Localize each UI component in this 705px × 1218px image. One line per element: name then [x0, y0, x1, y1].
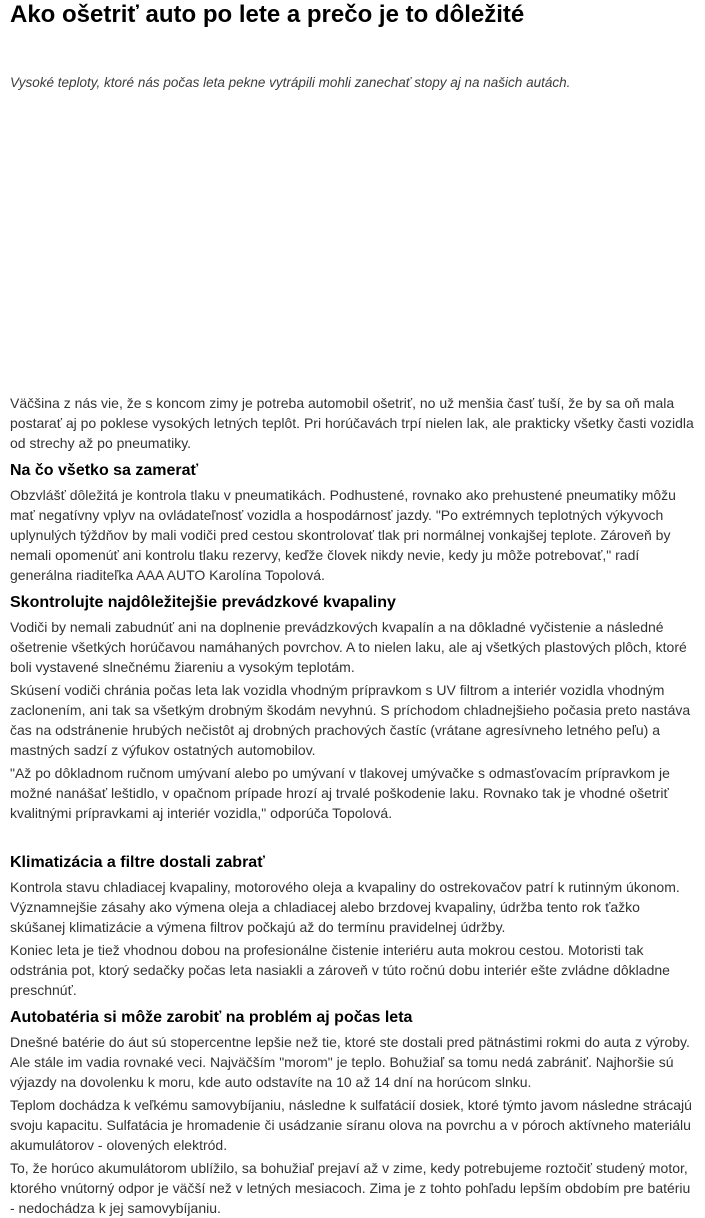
article-image-placeholder: [10, 91, 695, 393]
section-heading-ac-and-filters: Klimatizácia a filtre dostali zabrať: [10, 854, 265, 871]
article-lead: Vysoké teploty, ktoré nás počas leta pekne vytrápili mohli zanechať stopy aj na našich autách.: [10, 75, 571, 90]
paragraph: "Až po dôkladnom ručnom umývaní alebo po umývaní v tlakovej umývačke s odmasťovacím prípravkom je možné nanášať leštidlo, v opačnom prípade hrozí aj trvalé poškodenie laku. Rovnako tak je vhodné ošetriť kvalitnými prípravkami aj interiér vozidla," odporúča Topolová.: [10, 765, 670, 821]
paragraph: Vodiči by nemali zabudnúť ani na doplnenie prevádzkových kvapalín a na dôkladné vyčistenie a následné ošetrenie všetkých horúčavou namáhaných povrchov. A to nielen laku, ale aj všetkých plastových plôch, ktoré boli vystavené slnečnému žiareniu a vysokým teplotám.: [10, 619, 687, 675]
intro-paragraph: Väčšina z nás vie, že s koncom zimy je potreba automobil ošetriť, no už menšia časť tuší, že by sa oň mala postarať aj po poklese vysokých letných teplôt. Pri horúčavách trpí nielen lak, ale prakticky všetky časti vozidla od strechy až po pneumatiky.: [10, 395, 694, 451]
paragraph: Skúsení vodiči chránia počas leta lak vozidla vhodným prípravkom s UV filtrom a interiér vozidla vhodným zaclonením, ani tak sa všetkým drobným škodám nevyhnú. S príchodom chladnejšieho počasia preto nastáva čas na odstránenie hrubých nečistôt aj drobných prachových častíc (vrátane agresívneho letného peľu) a mastných sadzí z výfukov ostatných automobilov.: [10, 682, 691, 758]
section-heading-check-fluids: Skontrolujte najdôležitejšie prevádzkové kvapaliny: [10, 594, 396, 611]
section-heading-car-battery: Autobatéria si môže zarobiť na problém aj počas leta: [10, 1009, 413, 1026]
paragraph: To, že horúco akumulátorom ublížilo, sa bohužiaľ prejaví až v zime, kedy potrebujeme roztočiť studený motor, ktorého vnútorný odpor je väčší než v letných mesiacoch. Zima je z tohto pohľadu lepším obdobím pre batériu - nedochádza k jej samovybíjaniu.: [10, 1160, 691, 1216]
section-heading-what-to-focus-on: Na čo všetko sa zamerať: [10, 462, 199, 479]
paragraph: Dnešné batérie do áut sú stopercentne lepšie než tie, ktoré ste dostali pred pätnástimi rokmi do auta z výroby. Ale stále im vadia rovnaké veci. Najväčším "morom" je teplo. Bohužiaľ sa tomu nedá zabrániť. Najhoršie sú výjazdy na dovolenku k moru, kde auto odstavíte na 10 až 14 dní na horúcom slnku.: [10, 1034, 690, 1090]
article-title: Ako ošetriť auto po lete a prečo je to dôležité: [10, 1, 525, 28]
paragraph: Teplom dochádza k veľkému samovybíjaniu, následne k sulfatácií dosiek, ktoré týmto javom následne strácajú svoju kapacitu. Sulfatácia je hromadenie či usádzanie síranu olova na povrchu a v póroch aktívneho materiálu akumulátorov - olovených elektród.: [10, 1097, 692, 1153]
paragraph: Koniec leta je tiež vhodnou dobou na profesionálne čistenie interiéru auta mokrou cestou. Motoristi tak odstránia pot, ktorý sedačky počas leta nasiakli a zároveň v túto ročnú dobu interiér ešte zvládne dôkladne preschnúť.: [10, 942, 670, 998]
section-gap: [10, 826, 695, 845]
paragraph: Kontrola stavu chladiacej kvapaliny, motorového oleja a kvapaliny do ostrekovačov patrí k rutinným úkonom. Významnejšie zásahy ako výmena oleja a chladiacej alebo brzdovej kvapaliny, údržba tento rok ťažko skúšanej klimatizácie a výmena filtrov počkajú až do termínu pravidelnej údržby.: [10, 879, 680, 935]
paragraph: Obzvlášť dôležitá je kontrola tlaku v pneumatikách. Podhustené, rovnako ako prehustené pneumatiky môžu mať negatívny vplyv na ovládateľnosť vozidla a hospodárnosť jazdy. "Po extrémnych teplotných výkyvoch uplynulých týždňov by mali vodiči pred cestou skontrolovať tlak pri normálnej vonkajšej teplote. Zároveň by nemali opomenúť ani kontrolu tlaku rezervy, keďže človek nikdy nevie, kedy ju môže potrebovať," radí generálna riaditeľka AAA AUTO Karolína Topolová.: [10, 487, 676, 583]
